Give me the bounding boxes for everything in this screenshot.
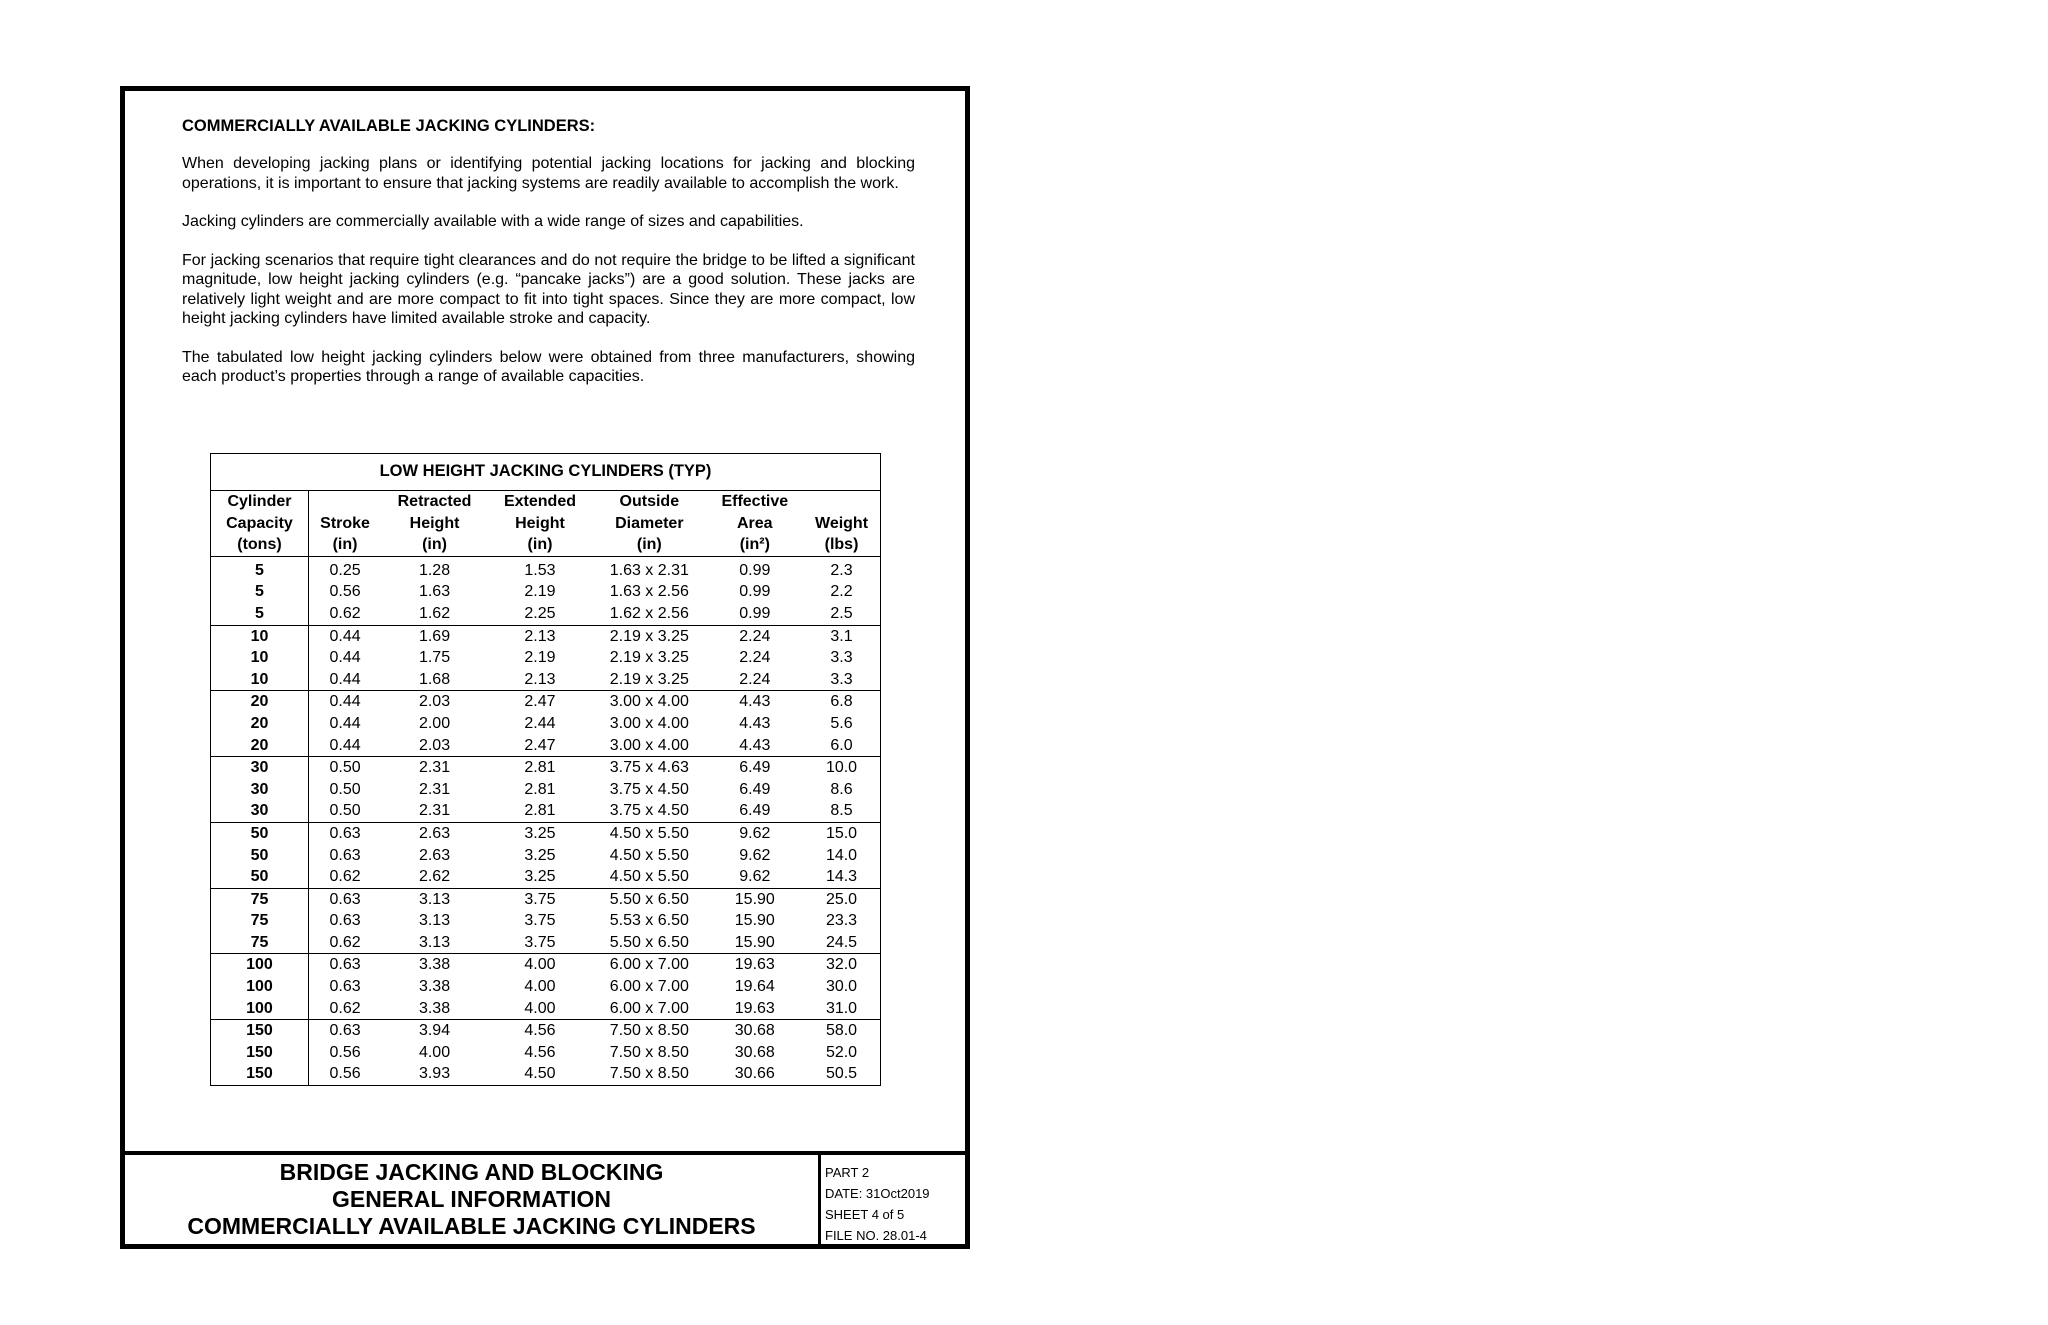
table-cell: 3.25	[524, 868, 556, 886]
table-cell: 4.43	[739, 736, 771, 754]
capacity-cell: 10	[211, 647, 309, 669]
column-header-line: Cylinder	[227, 493, 292, 510]
date-label: DATE: 31Oct2019	[825, 1186, 930, 1201]
table-cell: 2.31	[418, 780, 451, 798]
table-row	[211, 800, 881, 822]
table-cell: 4.43	[707, 691, 803, 713]
capacity-cell: 5	[211, 581, 309, 603]
table-row	[211, 1020, 881, 1042]
table-cell: 1.63	[418, 583, 451, 601]
table-cell: 0.63	[329, 978, 361, 996]
file-number-label: FILE NO. 28.01-4	[825, 1228, 927, 1243]
table-cell: 4.56	[488, 1020, 592, 1042]
table-cell: 10.0	[803, 757, 880, 779]
table-cell: 2.44	[524, 714, 556, 732]
title-line-3: COMMERCIALLY AVAILABLE JACKING CYLINDERS	[187, 1213, 756, 1239]
document-sheet	[120, 86, 970, 1249]
table-cell: 3.75	[524, 912, 556, 930]
table-cell: 4.50	[488, 1063, 592, 1085]
table-cell: 2.47	[524, 736, 556, 754]
table-cell: 2.31	[381, 757, 488, 779]
column-header-line: Area	[737, 514, 773, 532]
table-cell: 0.50	[329, 780, 361, 798]
table-cell: 15.90	[734, 933, 775, 951]
column-header-line: (tons)	[237, 536, 282, 554]
table-cell: 3.3	[803, 647, 880, 669]
table-cell: 3.00 x 4.00	[609, 714, 689, 732]
table-cell: 0.56	[329, 583, 361, 601]
table-cell: 9.62	[739, 868, 771, 886]
table-cell: 2.81	[488, 757, 592, 779]
table-cell: 25.0	[803, 888, 880, 910]
table-cell: 3.00 x 4.00	[609, 736, 689, 754]
table-cell: 0.63	[308, 954, 381, 976]
capacity-cell: 100	[211, 954, 309, 976]
table-cell: 5.50 x 6.50	[592, 888, 707, 910]
capacity-cell: 150	[211, 1042, 309, 1064]
table-cell: 15.0	[803, 822, 880, 844]
table-cell: 2.13	[524, 670, 556, 688]
table-cell: 0.56	[329, 1043, 361, 1061]
section-heading: COMMERCIALLY AVAILABLE JACKING CYLINDERS:	[182, 117, 596, 135]
table-row	[211, 625, 881, 647]
column-header-line	[803, 491, 880, 513]
table-header-row	[211, 491, 881, 557]
table-row	[211, 1042, 881, 1064]
column-header-line: Retracted	[397, 493, 472, 510]
table-cell: 0.99	[739, 583, 771, 601]
table-cell: 3.13	[418, 912, 451, 930]
table-cell: 4.50 x 5.50	[609, 868, 689, 886]
table-cell: 0.62	[329, 868, 361, 886]
table-cell: 3.38	[381, 954, 488, 976]
column-header-line: (in)	[422, 536, 447, 554]
table-cell: 4.00	[488, 954, 592, 976]
capacity-cell: 150	[211, 1063, 309, 1085]
table-cell: 0.50	[329, 802, 361, 820]
column-header-line: Diameter	[615, 514, 684, 532]
table-body	[211, 556, 881, 1085]
table-cell: 0.44	[329, 649, 361, 667]
table-cell: 19.63	[707, 954, 803, 976]
table-cell: 1.62	[418, 604, 451, 622]
table-cell: 5.6	[803, 713, 880, 735]
column-header	[488, 491, 592, 557]
table-cell: 2.19 x 3.25	[609, 670, 689, 688]
table-row	[211, 845, 881, 867]
table-cell: 7.50 x 8.50	[592, 1020, 707, 1042]
table-cell: 32.0	[803, 954, 880, 976]
column-header-line: Outside	[619, 493, 680, 510]
table-cell: 50.5	[803, 1063, 880, 1085]
table-row	[211, 998, 881, 1020]
title-line-1: BRIDGE JACKING AND BLOCKING	[279, 1159, 664, 1185]
table-cell: 0.56	[308, 1063, 381, 1085]
table-cell: 23.3	[803, 910, 880, 932]
table-cell: 2.19	[524, 649, 556, 667]
table-cell: 3.75	[488, 888, 592, 910]
table-cell: 9.62	[707, 822, 803, 844]
table-cell: 4.00	[418, 1043, 451, 1061]
table-cell: 1.75	[418, 649, 451, 667]
column-header	[803, 491, 880, 557]
table-cell: 4.50 x 5.50	[592, 822, 707, 844]
table-cell: 4.56	[524, 1043, 556, 1061]
column-header-line: (in)	[636, 536, 662, 554]
table-cell: 3.38	[418, 999, 451, 1017]
table-cell: 2.19	[524, 583, 556, 601]
table-cell: 3.75 x 4.63	[592, 757, 707, 779]
table-cell: 2.03	[381, 691, 488, 713]
table-cell: 6.49	[739, 780, 771, 798]
table-cell: 1.62 x 2.56	[609, 604, 689, 622]
table-row	[211, 603, 881, 625]
capacity-cell: 30	[211, 757, 309, 779]
table-cell: 52.0	[803, 1042, 880, 1064]
table-row	[211, 866, 881, 888]
table-row	[211, 581, 881, 603]
column-header	[308, 491, 381, 557]
table-cell: 58.0	[803, 1020, 880, 1042]
table-cell: 4.50 x 5.50	[609, 846, 689, 864]
table-row	[211, 647, 881, 669]
table-cell: 1.69	[381, 625, 488, 647]
table-cell: 1.53	[524, 561, 556, 579]
table-cell: 2.03	[418, 736, 451, 754]
table-cell: 14.0	[803, 845, 880, 867]
table-row	[211, 1063, 881, 1085]
title-line-2: GENERAL INFORMATION	[332, 1186, 611, 1212]
column-header-line: (lbs)	[824, 536, 859, 554]
capacity-cell: 30	[211, 800, 309, 822]
table-cell: 0.99	[739, 604, 771, 622]
table-cell: 1.28	[418, 561, 451, 579]
table-cell: 8.6	[803, 779, 880, 801]
part-label: PART 2	[825, 1165, 870, 1180]
table-cell: 2.00	[418, 714, 451, 732]
capacity-cell: 75	[211, 932, 309, 954]
table-title: LOW HEIGHT JACKING CYLINDERS (TYP)	[211, 454, 881, 491]
table-row	[211, 669, 881, 691]
document-body	[182, 117, 915, 406]
capacity-cell: 10	[211, 669, 309, 691]
table-cell: 0.99	[739, 561, 771, 579]
table-row	[211, 757, 881, 779]
column-header-line: Effective	[721, 493, 789, 510]
table-cell: 2.63	[381, 822, 488, 844]
table-row	[211, 822, 881, 844]
capacity-cell: 50	[211, 822, 309, 844]
column-header-line: Capacity	[226, 514, 293, 532]
column-header	[381, 491, 488, 557]
table-row	[211, 888, 881, 910]
capacity-cell: 50	[211, 866, 309, 888]
capacity-cell: 75	[211, 910, 309, 932]
title-block	[125, 1151, 965, 1244]
sheet-label: SHEET 4 of 5	[825, 1207, 905, 1222]
paragraph-4: The tabulated low height jacking cylinders below were obtained from three manufacturers, showing each product’s properties through a range of available capacities.	[182, 348, 915, 385]
column-header-line: Height	[515, 514, 565, 532]
table-cell: 2.62	[418, 868, 451, 886]
table-cell: 19.64	[734, 978, 775, 996]
table-cell: 2.63	[418, 846, 451, 864]
table-cell: 0.62	[329, 999, 361, 1017]
table-cell: 2.24	[739, 649, 771, 667]
table-cell: 30.66	[707, 1063, 803, 1085]
column-header	[592, 491, 707, 557]
table-cell: 0.63	[308, 1020, 381, 1042]
table-cell: 0.63	[329, 846, 361, 864]
table-cell: 3.13	[381, 888, 488, 910]
table-cell: 0.44	[308, 691, 381, 713]
table-cell: 7.50 x 8.50	[609, 1043, 689, 1061]
table-cell: 0.44	[329, 670, 361, 688]
table-cell: 30.0	[803, 976, 880, 998]
table-row	[211, 910, 881, 932]
table-cell: 5.50 x 6.50	[609, 933, 689, 951]
table-cell: 3.75 x 4.50	[609, 802, 689, 820]
table-cell: 2.19 x 3.25	[609, 649, 689, 667]
table-cell: 3.75	[524, 933, 556, 951]
capacity-cell: 20	[211, 713, 309, 735]
table-cell: 24.5	[803, 932, 880, 954]
table-row	[211, 779, 881, 801]
column-header-line: (in)	[527, 536, 553, 554]
table-cell: 5.53 x 6.50	[609, 912, 689, 930]
table-cell: 3.13	[418, 933, 451, 951]
table-cell: 30.68	[707, 1020, 803, 1042]
column-header-line	[309, 491, 381, 513]
column-header-line: (in)	[332, 536, 358, 554]
table-cell: 15.90	[707, 888, 803, 910]
table-cell: 0.25	[329, 561, 361, 579]
paragraph-3: For jacking scenarios that require tight clearances and do not require the bridge to be lifted a significant magnitude, low height jacking cylinders (e.g. “pancake jacks”) are a good solution. These jacks are relatively light weight and are more compact to fit into tight spaces. Since they are more compact, low height jacking cylinders have limited available stroke and capacity.	[182, 251, 915, 327]
table-row	[211, 932, 881, 954]
capacity-cell: 5	[211, 603, 309, 625]
table-row	[211, 556, 881, 581]
column-header	[707, 491, 803, 557]
table-cell: 6.8	[803, 691, 880, 713]
column-header-line: Extended	[503, 493, 576, 510]
capacity-cell: 20	[211, 691, 309, 713]
table-cell: 6.49	[707, 757, 803, 779]
table-cell: 3.38	[418, 978, 451, 996]
table-row	[211, 691, 881, 713]
table-cell: 3.00 x 4.00	[592, 691, 707, 713]
table-cell: 2.5	[803, 603, 880, 625]
table-cell: 7.50 x 8.50	[592, 1063, 707, 1085]
table-cell: 2.25	[524, 604, 556, 622]
table-cell: 2.31	[418, 802, 451, 820]
table-cell: 6.00 x 7.00	[592, 954, 707, 976]
capacity-cell: 100	[211, 976, 309, 998]
table-row	[211, 954, 881, 976]
table-cell: 1.63 x 2.31	[609, 561, 689, 579]
capacity-cell: 100	[211, 998, 309, 1020]
table-cell: 6.0	[803, 735, 880, 757]
jacking-cylinders-table	[210, 453, 881, 1086]
table-cell: 2.2	[803, 581, 880, 603]
capacity-cell: 30	[211, 779, 309, 801]
table-cell: 6.00 x 7.00	[609, 978, 689, 996]
table-cell: 0.44	[329, 714, 361, 732]
table-row	[211, 713, 881, 735]
title-block-info	[818, 1155, 965, 1244]
table-cell: 3.25	[524, 846, 556, 864]
capacity-cell: 20	[211, 735, 309, 757]
paragraph-1: When developing jacking plans or identifying potential jacking locations for jacking and blocking operations, it is important to ensure that jacking systems are readily available to accomplish the work.	[182, 155, 915, 192]
table-cell: 6.00 x 7.00	[609, 999, 689, 1017]
table-cell: 2.3	[803, 556, 880, 581]
title-block-main	[125, 1155, 818, 1244]
table-cell: 4.00	[524, 999, 556, 1017]
table-cell: 3.93	[381, 1063, 488, 1085]
column-header-line: Stroke	[320, 514, 370, 532]
table-cell: 2.81	[524, 780, 556, 798]
table-cell: 0.63	[308, 822, 381, 844]
column-header-line: (in²)	[739, 536, 770, 554]
table-cell: 1.68	[418, 670, 451, 688]
table-cell: 0.62	[329, 933, 361, 951]
table-cell: 0.50	[308, 757, 381, 779]
table-cell: 19.63	[734, 999, 775, 1017]
table-cell: 3.94	[381, 1020, 488, 1042]
table-cell: 0.63	[308, 888, 381, 910]
table-cell: 3.3	[803, 669, 880, 691]
table-cell: 14.3	[803, 866, 880, 888]
table-row	[211, 976, 881, 998]
table-cell: 0.44	[329, 736, 361, 754]
table-cell: 2.24	[707, 625, 803, 647]
table-cell: 2.24	[739, 670, 771, 688]
table-cell: 2.19 x 3.25	[592, 625, 707, 647]
table-cell: 4.43	[739, 714, 771, 732]
table-cell: 3.75 x 4.50	[609, 780, 689, 798]
table-cell: 1.63 x 2.56	[609, 583, 689, 601]
table-cell: 2.47	[488, 691, 592, 713]
table-cell: 3.25	[488, 822, 592, 844]
capacity-cell: 50	[211, 845, 309, 867]
table-cell: 0.62	[329, 604, 361, 622]
capacity-cell: 75	[211, 888, 309, 910]
table-cell: 0.63	[329, 912, 361, 930]
table-cell: 31.0	[803, 998, 880, 1020]
paragraph-2: Jacking cylinders are commercially available with a wide range of sizes and capabilities.	[182, 213, 804, 230]
capacity-cell: 150	[211, 1020, 309, 1042]
column-header-line: Height	[409, 514, 460, 532]
table-cell: 9.62	[739, 846, 771, 864]
table-cell: 0.44	[308, 625, 381, 647]
column-header	[211, 491, 309, 557]
capacity-cell: 10	[211, 625, 309, 647]
table-cell: 2.81	[524, 802, 556, 820]
table-cell: 4.00	[524, 978, 556, 996]
capacity-cell: 5	[211, 556, 309, 581]
table-cell: 30.68	[734, 1043, 775, 1061]
table-cell: 6.49	[739, 802, 771, 820]
table-cell: 15.90	[734, 912, 775, 930]
column-header-line: Weight	[815, 514, 869, 532]
table-cell: 3.1	[803, 625, 880, 647]
table-cell: 8.5	[803, 800, 880, 822]
table-cell: 2.13	[488, 625, 592, 647]
table-row	[211, 735, 881, 757]
